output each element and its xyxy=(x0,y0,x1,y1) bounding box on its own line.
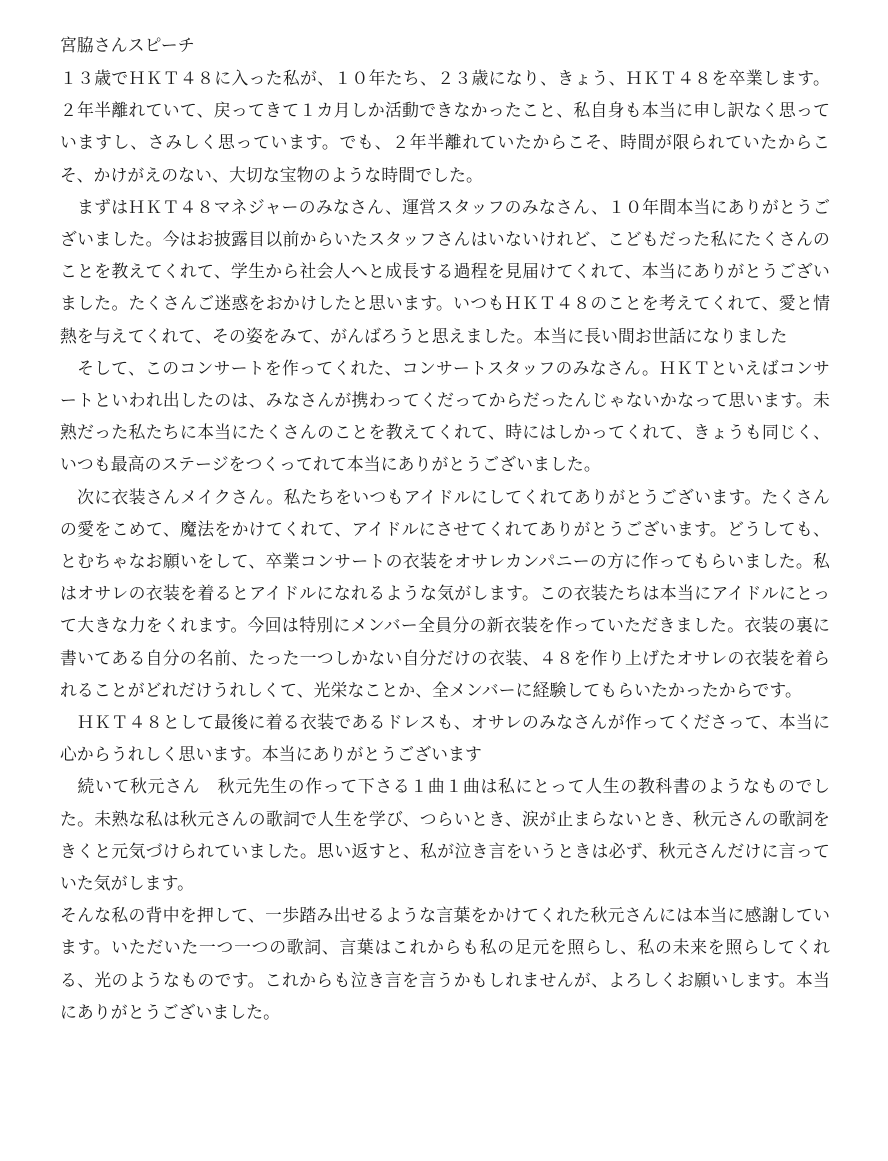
paragraph-closing: そんな私の背中を押して、一歩踏み出せるような言葉をかけてくれた秋元さんには本当に感謝しています。いただいた一つ一つの歌詞、言葉はこれからも私の足元を照らし、私の未来を照らしてくれる、光のようなものです。これからも泣き言を言うかもしれませんが、よろしくお願いします。本当にありがとうございました。 xyxy=(60,905,830,1022)
document-title: 宮脇さんスピーチ xyxy=(60,35,195,55)
paragraph-concert-staff: そして、このコンサートを作ってくれた、コンサートスタッフのみなさん。ＨＫＴといえばコンサートといわれ出したのは、みなさんが携わってくだってからだったんじゃないかなって思います。未熟だった私たちに本当にたくさんのことを教えてくれて、時にはしかってくれて、きょうも同じく、いつも最高のステージをつくってれて本当にありがとうございました。 xyxy=(60,357,830,475)
paragraph-akimoto: 続いて秋元さん 秋元先生の作って下さる１曲１曲は私にとって人生の教科書のようなものでした。未熟な私は秋元さんの歌詞で人生を学び、つらいとき、涙が止まらないとき、秋元さんの歌詞をきくと元気づけられていました。思い返すと、私が泣き言をいうときは必ず、秋元さんだけに言っていた気がします。 xyxy=(60,776,830,894)
paragraph-management-staff: まずはＨＫＴ４８マネジャーのみなさん、運営スタッフのみなさん、１０年間本当にありがとうございました。今はお披露目以前からいたスタッフさんはいないけれど、こどもだった私にたくさんのことを教えてくれて、学生から社会人へと成長する過程を見届けてくれて、本当にありがとうございました。たくさんご迷惑をおかけしたと思います。いつもＨＫＴ４８のことを考えてくれて、愛と情熱を与えてくれて、その姿をみて、がんばろうと思えました。本当に長い間お世話になりました xyxy=(60,196,830,346)
paragraph-intro: １３歳でＨＫＴ４８に入った私が、１０年たち、２３歳になり、きょう、ＨＫＴ４８を卒業します。２年半離れていて、戻ってきて１カ月しか活動できなかったこと、私自身も本当に申し訳なく思っていますし、さみしく思っています。でも、２年半離れていたからこそ、時間が限られていたからこそ、かけがえのない、大切な宝物のような時間でした。 xyxy=(60,68,830,185)
paragraph-costume-makeup: 次に衣装さんメイクさん。私たちをいつもアイドルにしてくれてありがとうございます。たくさんの愛をこめて、魔法をかけてくれて、アイドルにさせてくれてありがとうございます。どうしても、とむちゃなお願いをして、卒業コンサートの衣装をオサレカンパニーの方に作ってもらいました。私はオサレの衣装を着るとアイドルになれるような気がします。この衣装たちは本当にアイドルにとって大きな力をくれます。今回は特別にメンバー全員分の新衣装を作っていただきました。衣装の裏に書いてある自分の名前、たった一つしかない自分だけの衣装、４８を作り上げたオサレの衣装を着られることがどれだけうれしくて、光栄なことか、全メンバーに経験してもらいたかったからです。 xyxy=(60,486,830,700)
paragraph-dress: ＨＫＴ４８として最後に着る衣装であるドレスも、オサレのみなさんが作ってくださって、本当に心からうれしく思います。本当にありがとうございます xyxy=(60,712,830,765)
